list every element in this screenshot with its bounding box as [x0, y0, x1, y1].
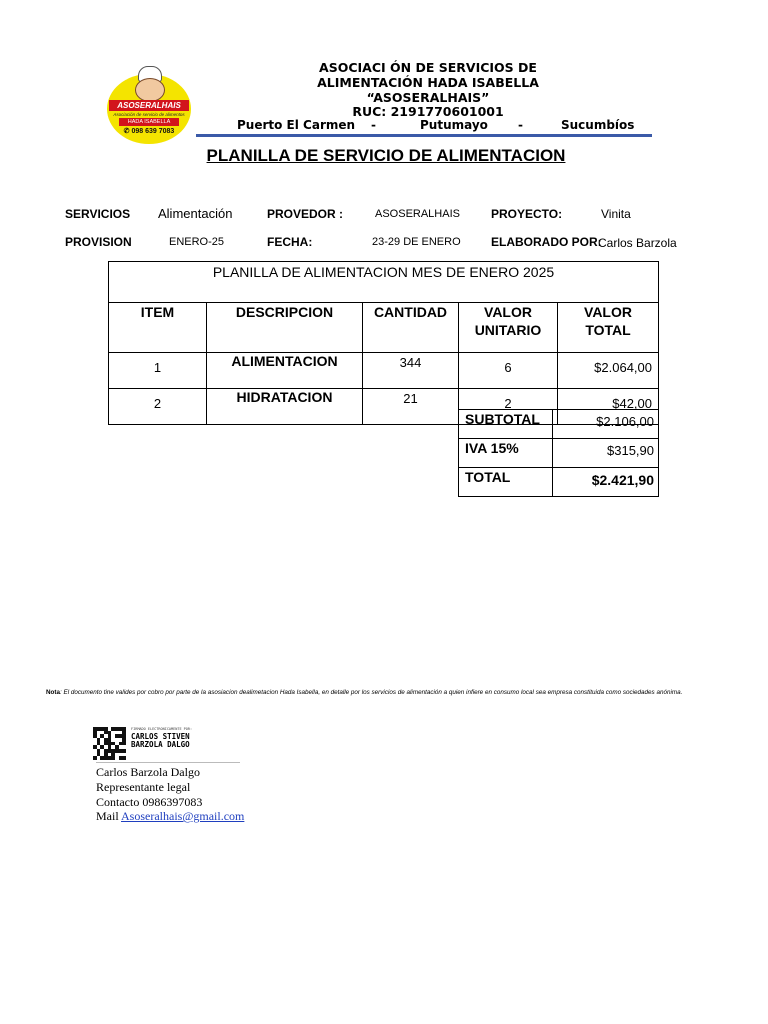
signature-stamp-name: CARLOS STIVEN BARZOLA DALGO: [131, 732, 190, 749]
signer-mail: Mail Asoseralhais@gmail.com: [96, 809, 245, 823]
elaborado-value: Carlos Barzola: [598, 236, 677, 250]
document-title: PLANILLA DE SERVICIO DE ALIMENTACION: [206, 146, 566, 165]
col-valor-total-header: VALOR TOTAL: [558, 303, 659, 353]
signature-caption: FIRMADO ELECTRONICAMENTE POR:: [131, 727, 193, 731]
subtotal-row: [459, 410, 659, 439]
footnote-text: : El documento tine valides por cobro por parte de la asosiacion dealimetacion Hada Isabella, en detalle por los servicios de alimentación a quien infiere en consumo local sea empresa constituida como sociedades anónima.: [60, 689, 683, 696]
col-descripcion-header: DESCRIPCION: [207, 303, 363, 353]
iva-value: $315,90: [553, 439, 659, 468]
col-valor-unitario-header: VALOR UNITARIO: [459, 303, 558, 353]
location-separator: -: [371, 118, 376, 132]
iva-label: IVA 15%: [459, 439, 553, 468]
header-line-1: ASOCIACI ÓN DE SERVICIOS DE: [319, 60, 537, 75]
proveedor-label: PROVEDOR :: [267, 207, 344, 221]
logo-tagline: Asociación de servicio de alimentos: [113, 112, 185, 117]
cell-unitario: 2: [459, 389, 558, 425]
col-cantidad-header: CANTIDAD: [363, 303, 459, 353]
elaborado-label: ELABORADO POR:: [491, 235, 602, 249]
signature-line: [96, 762, 240, 763]
footnote-label: Nota: [46, 689, 60, 696]
chef-face-icon: [135, 78, 165, 102]
total-label: TOTAL: [459, 468, 553, 497]
cell-cantidad: 344: [363, 353, 459, 389]
cell-descripcion: HIDRATACION: [207, 389, 363, 425]
logo-brand: ASOSERALHAIS: [109, 100, 189, 111]
proyecto-label: PROYECTO:: [491, 207, 563, 221]
cell-descripcion: ALIMENTACION: [207, 353, 363, 389]
logo-phone: ✆ 098 639 7083: [123, 128, 175, 135]
servicios-value: Alimentación: [158, 206, 233, 221]
table-title: PLANILLA DE ALIMENTACION MES DE ENERO 2025: [109, 262, 659, 303]
cell-item: 1: [109, 353, 207, 389]
cell-cantidad: 21: [363, 389, 459, 425]
provision-label: PROVISION: [65, 235, 132, 249]
signer-role: Representante legal: [96, 780, 191, 794]
fecha-value: 23-29 DE ENERO: [372, 236, 461, 248]
table-row: [109, 353, 659, 389]
cell-unitario: 6: [459, 353, 558, 389]
col-item-header: ITEM: [109, 303, 207, 353]
fecha-label: FECHA:: [267, 235, 313, 249]
cell-total: $2.064,00: [558, 353, 659, 389]
location-province: Sucumbíos: [561, 118, 635, 132]
header-line-3: “ASOSERALHAIS”: [366, 90, 490, 105]
logo-subname: HADA ISABELLA: [119, 118, 179, 126]
cell-item: 2: [109, 389, 207, 425]
servicios-label: SERVICIOS: [65, 207, 131, 221]
location-separator: -: [518, 118, 523, 132]
cell-total: $42,00: [558, 389, 659, 425]
provision-value: ENERO-25: [169, 236, 225, 248]
signer-name: Carlos Barzola Dalgo: [96, 765, 200, 779]
subtotal-value: $2.106,00: [553, 410, 659, 439]
table-header-row: [109, 303, 659, 353]
totals-table: [458, 409, 659, 497]
location-city: Puerto El Carmen: [237, 118, 356, 132]
qr-code-icon: [93, 727, 126, 760]
total-row: [459, 468, 659, 497]
invoice-table: [108, 261, 659, 425]
total-value: $2.421,90: [553, 468, 659, 497]
email-link[interactable]: Asoseralhais@gmail.com: [121, 809, 245, 823]
footnote: [46, 688, 706, 697]
header-divider: [196, 134, 652, 137]
subtotal-label: SUBTOTAL: [459, 410, 553, 439]
proveedor-value: ASOSERALHAIS: [375, 208, 460, 220]
signer-contact: Contacto 0986397083: [96, 795, 203, 809]
proyecto-value: Vinita: [601, 207, 631, 221]
iva-row: [459, 439, 659, 468]
header-ruc: RUC: 2191770601001: [352, 104, 504, 119]
company-logo: [105, 64, 193, 144]
location-region: Putumayo: [420, 118, 488, 132]
header-line-2: ALIMENTACIÓN HADA ISABELLA: [317, 75, 539, 90]
